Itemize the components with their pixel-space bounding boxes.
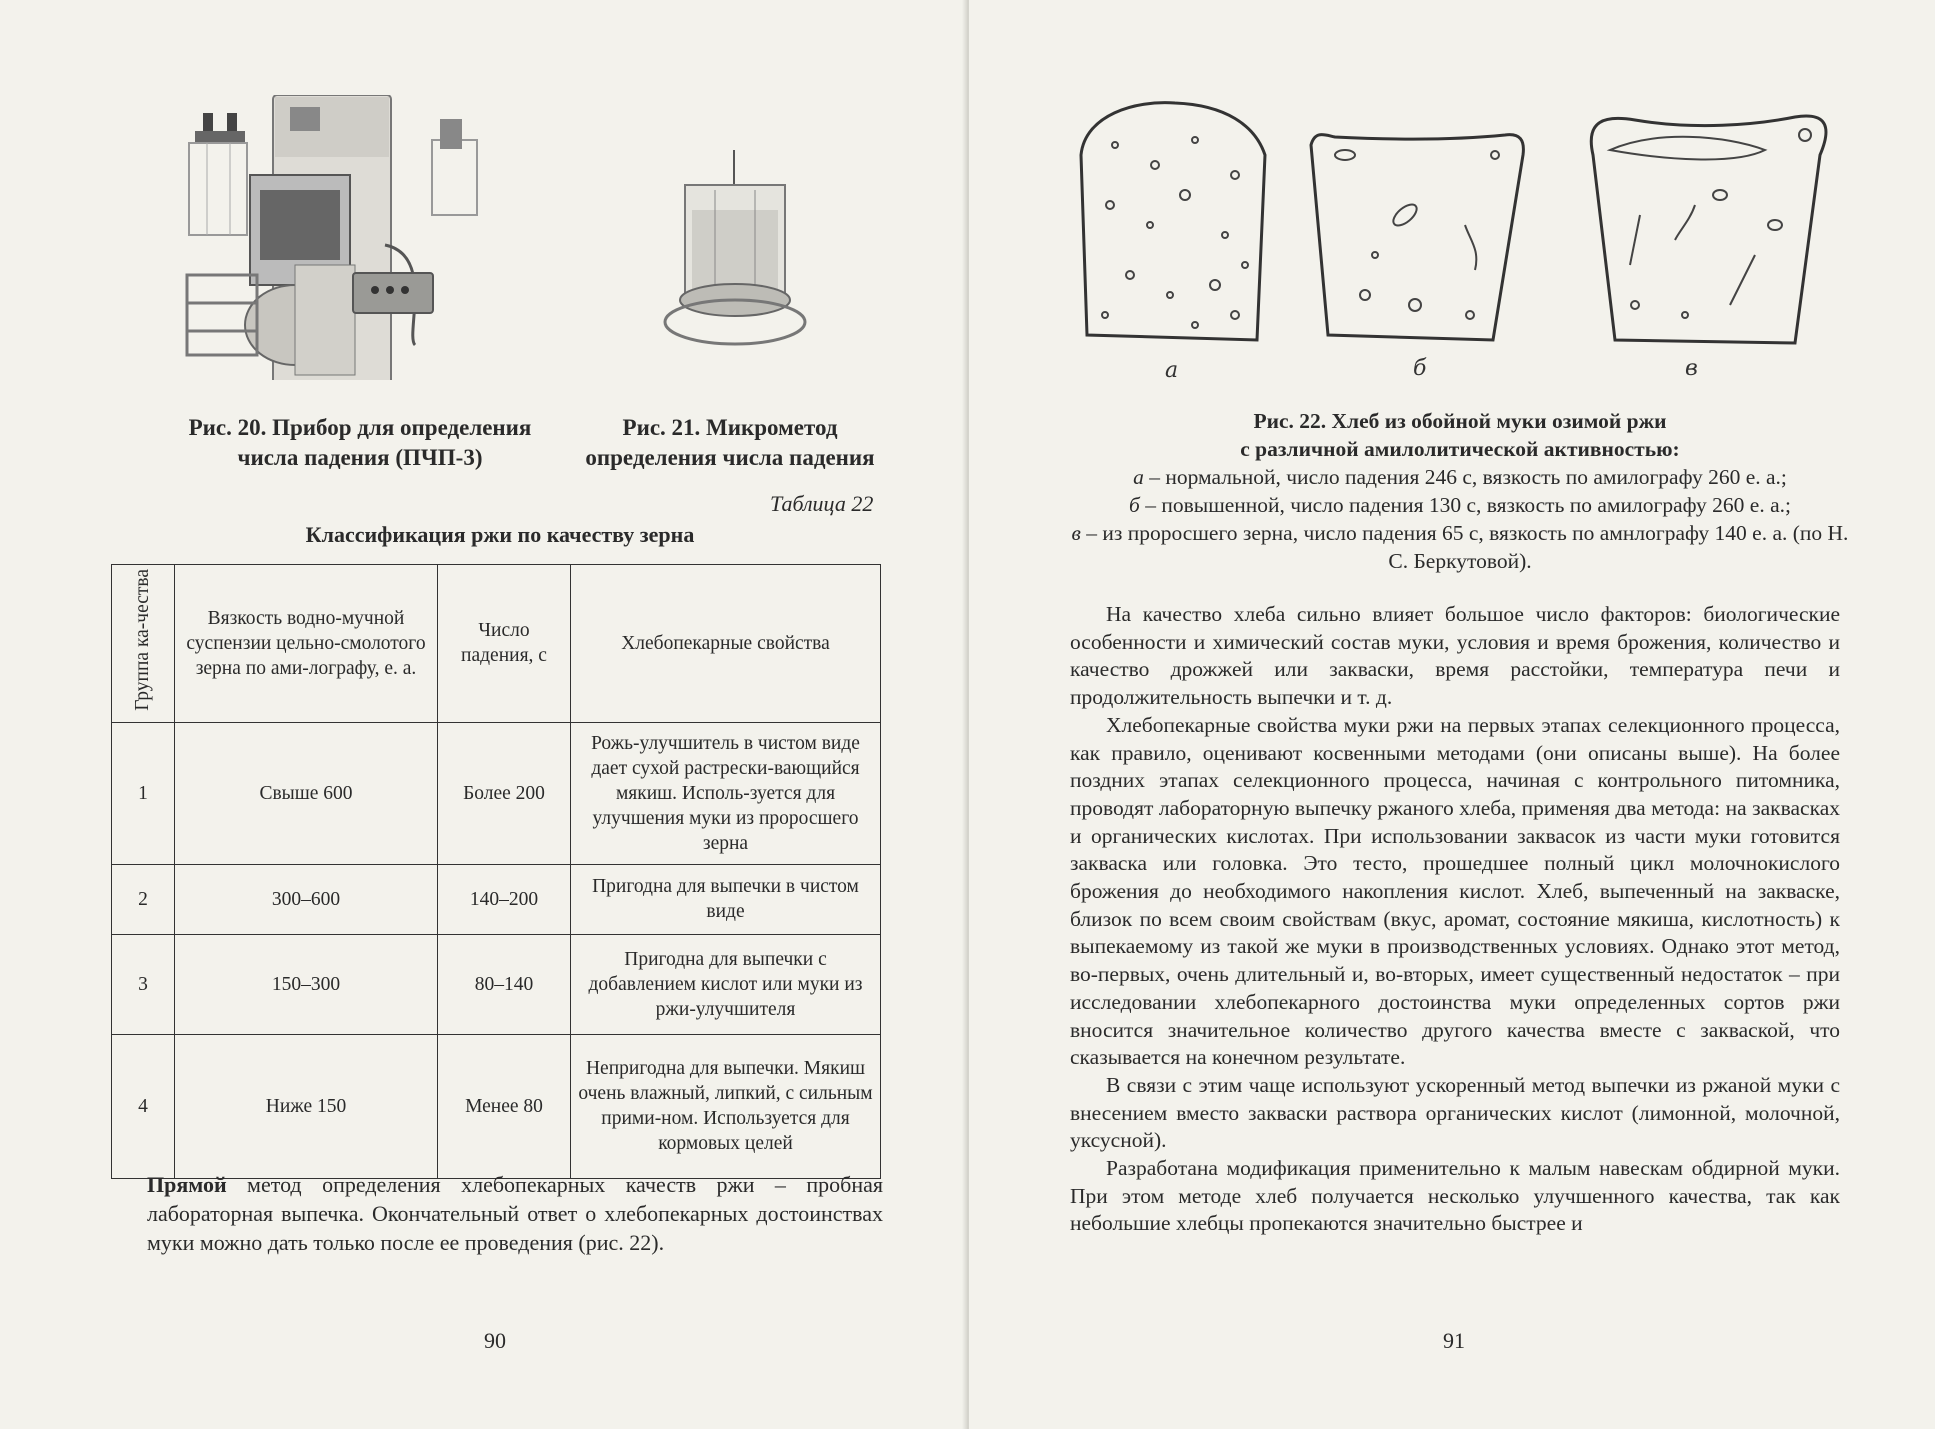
table-cell: Рожь-улучшитель в чистом виде дает сухой растрески-вающийся мякиш. Исполь-зуется для улучшения муки из проросшего зерна [571, 722, 881, 864]
left-page [0, 0, 966, 1429]
bread-c-pores [1610, 129, 1811, 318]
falling-number-apparatus-photo [175, 95, 565, 380]
table-cell: 4 [112, 1034, 175, 1178]
table-cell: Пригодна для выпечки в чистом виде [571, 864, 881, 934]
paragraph-bold-word: Прямой [147, 1172, 227, 1197]
figure-22-caption [1070, 407, 1850, 575]
header-cell: Вязкость водно-мучной суспензии цельно-смолотого зерна по ами-лографу, е. а. [175, 565, 438, 723]
table-cell: 300–600 [175, 864, 438, 934]
header-cell: Число падения, с [438, 565, 571, 723]
figure-20-caption [160, 413, 560, 473]
bread-sketches-figure [1075, 95, 1865, 385]
body-paragraph: Хлебопекарные свойства муки ржи на первых этапах селекционного процесса, как правило, оценивают косвенными методами (они описаны выше). На более поздних этапах селекционного процесса, начиная с контрольного питомника, проводят лабораторную выпечку ржаного хлеба, применяя два метода: на заквасках и органических кислотах. При использовании заквасок из части муки готовится закваска или головка. Это тесто, прошедшее полный цикл молочнокислого брожения до необходимого накопления кислот. Хлеб, выпеченный на закваске, близок по всем своим свойствам (вкус, аромат, состояние мякиша, кислотность) к выпекаемому из такой же муки в производственных условиях. Однако этот метод, во-первых, очень длительный и, во-вторых, имеет существенный недостаток – при исследовании хлебопекарного достоинства муки определенных сортов ржи вносится значительное количество другого качества вместе с закваской, что сказывается на конечном результате. [1070, 712, 1840, 1070]
bread-label-a: а [1165, 358, 1179, 383]
fig22-item-a [1070, 463, 1850, 491]
table-cell: 80–140 [438, 934, 571, 1034]
figure-21-caption [565, 413, 895, 473]
table-row [112, 722, 881, 864]
table-cell: 150–300 [175, 934, 438, 1034]
table-row [112, 934, 881, 1034]
table-cell: 140–200 [438, 864, 571, 934]
table-cell: Менее 80 [438, 1034, 571, 1178]
fig22-item-text: – нормальной, число падения 246 с, вязкость по амилографу 260 е. а.; [1143, 465, 1787, 489]
bread-b-outline [1311, 135, 1523, 340]
table-cell: Ниже 150 [175, 1034, 438, 1178]
fig20-caption-line: Рис. 20. Прибор для определения [188, 415, 532, 440]
fig22-item-c [1070, 519, 1850, 575]
table-row [112, 864, 881, 934]
fig22-item-letter: б [1129, 493, 1140, 517]
fig21-caption-line: определения числа падения [585, 445, 875, 470]
body-paragraph: На качество хлеба сильно влияет большое число факторов: биологические особенности и химический состав муки, условия и время брожения, количество и качество дрожжей или закваски, время расстойки, температура печи и продолжительность выпечки и т. д. [1070, 602, 1840, 710]
bread-b-pores [1335, 150, 1499, 319]
table-cell: Пригодна для выпечки с добавлением кислот или муки из ржи-улучшителя [571, 934, 881, 1034]
bread-a-outline [1081, 103, 1265, 340]
header-cell [112, 565, 175, 723]
body-paragraph: В связи с этим чаще используют ускоренный метод выпечки из ржаной муки с внесением вместо закваски раствора органических кислот (лимонной, молочной, уксусной). [1070, 1072, 1840, 1153]
bread-a-pores [1102, 137, 1248, 328]
fig22-item-text: – из проросшего зерна, число падения 65 с, вязкость по амнлографу 140 е. а. (по Н. С. Беркутовой). [1080, 521, 1849, 573]
bread-label-b: б [1413, 356, 1427, 381]
table-cell: Более 200 [438, 722, 571, 864]
page-number-left: 90 [484, 1328, 506, 1353]
fig22-item-letter: а [1133, 465, 1144, 489]
page-number-right: 91 [1443, 1328, 1465, 1353]
bread-c-outline [1591, 116, 1826, 343]
table-cell: 2 [112, 864, 175, 934]
fig22-item-b [1070, 491, 1850, 519]
table-cell: 1 [112, 722, 175, 864]
table-row [112, 1034, 881, 1178]
table-header-row [112, 565, 881, 723]
right-body-text [1070, 601, 1840, 1238]
header-text: Группа ка-чества [132, 569, 153, 711]
fig21-caption-line: Рис. 21. Микрометод [622, 415, 838, 440]
bread-label-c: в [1685, 356, 1698, 381]
fig22-title-line: Рис. 22. Хлеб из обойной муки озимой ржи [1253, 409, 1667, 433]
fig22-item-letter: в [1071, 521, 1081, 545]
table-cell: 3 [112, 934, 175, 1034]
fig20-caption-line: числа падения (ПЧП-3) [237, 445, 483, 470]
rye-classification-table [111, 564, 881, 1179]
paragraph-text: метод определения хлебопекарных качеств ржи – пробная лабораторная выпечка. Окончательный ответ о хлебопекарных достоинствах муки можно дать только после ее проведения (рис. 22). [147, 1172, 883, 1255]
table-title: Классификация ржи по качеству зерна [305, 522, 695, 547]
body-paragraph: Разработана модификация применительно к малым навескам обдирной муки. При этом методе хлеб получается несколько улучшенного качества, так как небольшие хлебцы пропекаются значительно быстрее и [1070, 1156, 1840, 1236]
micromethod-apparatus-photo [660, 150, 810, 375]
fig22-title-line: с различной амилолитической активностью: [1240, 437, 1680, 461]
table-label: Таблица 22 [770, 491, 874, 516]
left-paragraph [147, 1170, 883, 1257]
fig22-item-text: – повышенной, число падения 130 с, вязкость по амилографу 260 е. а.; [1139, 493, 1791, 517]
table-cell: Непригодна для выпечки. Мякиш очень влажный, липкий, с сильным прими-ном. Используется для кормовых целей [571, 1034, 881, 1178]
table-cell: Свыше 600 [175, 722, 438, 864]
header-cell: Хлебопекарные свойства [571, 565, 881, 723]
